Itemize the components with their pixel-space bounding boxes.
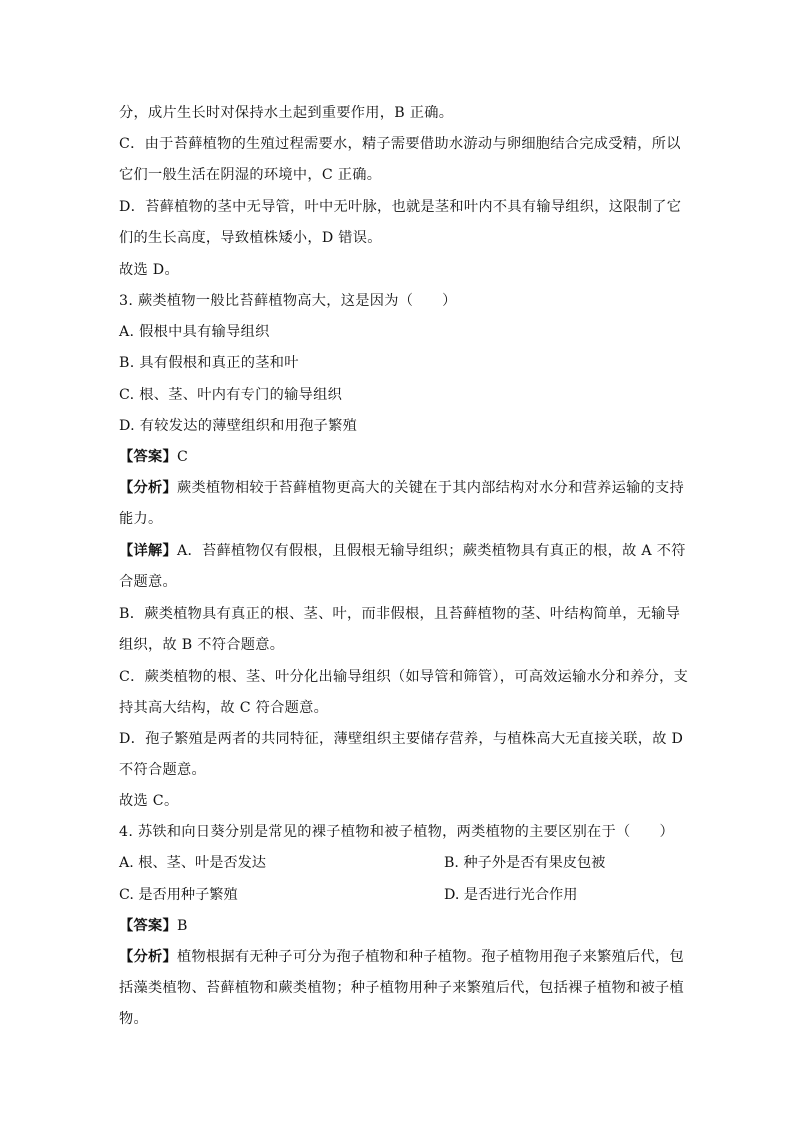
question-3-option-b: B. 具有假根和真正的茎和叶 bbox=[119, 355, 299, 371]
detail-tag: 【详解】 bbox=[119, 543, 177, 559]
question-4-option-d: D. 是否进行光合作用 bbox=[444, 887, 578, 903]
analysis-tag: 【分析】 bbox=[119, 480, 177, 496]
question-4-answer bbox=[119, 916, 679, 936]
text-line: 它们一般生活在阴湿的环境中，C 正确。 bbox=[119, 167, 382, 183]
question-4-analysis bbox=[119, 947, 685, 967]
question-3-option-d: D. 有较发达的薄壁组织和用孢子繁殖 bbox=[119, 418, 358, 434]
question-4-option-b: B. 种子外是否有果皮包被 bbox=[444, 855, 606, 871]
question-3-detail bbox=[119, 541, 686, 561]
question-3-option-c: C. 根、茎、叶内有专门的输导组织 bbox=[119, 387, 343, 403]
analysis-text: 蕨类植物相较于苔藓植物更高大的关键在于其内部结构对水分和营养运输的支持 bbox=[176, 480, 685, 496]
text-line: 括藻类植物、苔藓植物和蕨类植物；种子植物用种子来繁殖后代，包括裸子植物和被子植 bbox=[119, 980, 685, 996]
text-line: 合题意。 bbox=[119, 574, 177, 590]
question-3-option-a: A. 假根中具有输导组织 bbox=[119, 324, 270, 340]
detail-text: A．苔藓植物仅有假根，且假根无输导组织；蕨类植物具有真正的根，故 A 不符 bbox=[176, 543, 686, 559]
answer-value: B bbox=[176, 918, 188, 934]
text-line: 们的生长高度，导致植株矮小，D 错误。 bbox=[119, 230, 382, 246]
text-line: D．孢子繁殖是两者的共同特征，薄壁组织主要储存营养，与植株高大无直接关联，故 D bbox=[119, 731, 684, 747]
text-line: 不符合题意。 bbox=[119, 762, 206, 778]
question-4-option-c: C. 是否用种子繁殖 bbox=[119, 887, 238, 903]
question-3-answer bbox=[119, 447, 679, 467]
text-line: C．由于苔藓植物的生殖过程需要水，精子需要借助水游动与卵细胞结合完成受精，所以 bbox=[119, 136, 681, 152]
analysis-tag: 【分析】 bbox=[119, 949, 177, 965]
answer-tag: 【答案】 bbox=[119, 449, 177, 465]
text-line: 故选 D。 bbox=[119, 262, 179, 278]
text-line: D．苔藓植物的茎中无导管，叶中无叶脉，也就是茎和叶内不具有输导组织，这限制了它 bbox=[119, 199, 682, 215]
text-line: 物。 bbox=[119, 1011, 148, 1027]
text-line: C．蕨类植物的根、茎、叶分化出输导组织（如导管和筛管），可高效运输水分和养分，支 bbox=[119, 669, 689, 685]
text-line: 组织，故 B 不符合题意。 bbox=[119, 637, 285, 653]
text-line: B．蕨类植物具有真正的根、茎、叶，而非假根，且苔藓植物的茎、叶结构简单，无输导 bbox=[119, 606, 681, 622]
text-line: 分，成片生长时对保持水土起到重要作用，B 正确。 bbox=[119, 105, 454, 121]
analysis-text: 植物根据有无种子可分为孢子植物和种子植物。孢子植物用孢子来繁殖后代，包 bbox=[176, 949, 685, 965]
answer-value: C bbox=[176, 449, 189, 465]
question-3-stem: 3. 蕨类植物一般比苔藓植物高大，这是因为（ ） bbox=[119, 293, 457, 309]
question-4-stem: 4. 苏铁和向日葵分别是常见的裸子植物和被子植物，两类植物的主要区别在于（ ） bbox=[119, 824, 674, 840]
answer-tag: 【答案】 bbox=[119, 918, 177, 934]
question-4-option-a: A. 根、茎、叶是否发达 bbox=[119, 855, 266, 871]
text-line: 能力。 bbox=[119, 511, 163, 527]
text-line: 故选 C。 bbox=[119, 793, 179, 809]
question-3-analysis bbox=[119, 478, 685, 498]
text-line: 持其高大结构，故 C 符合题意。 bbox=[119, 700, 329, 716]
